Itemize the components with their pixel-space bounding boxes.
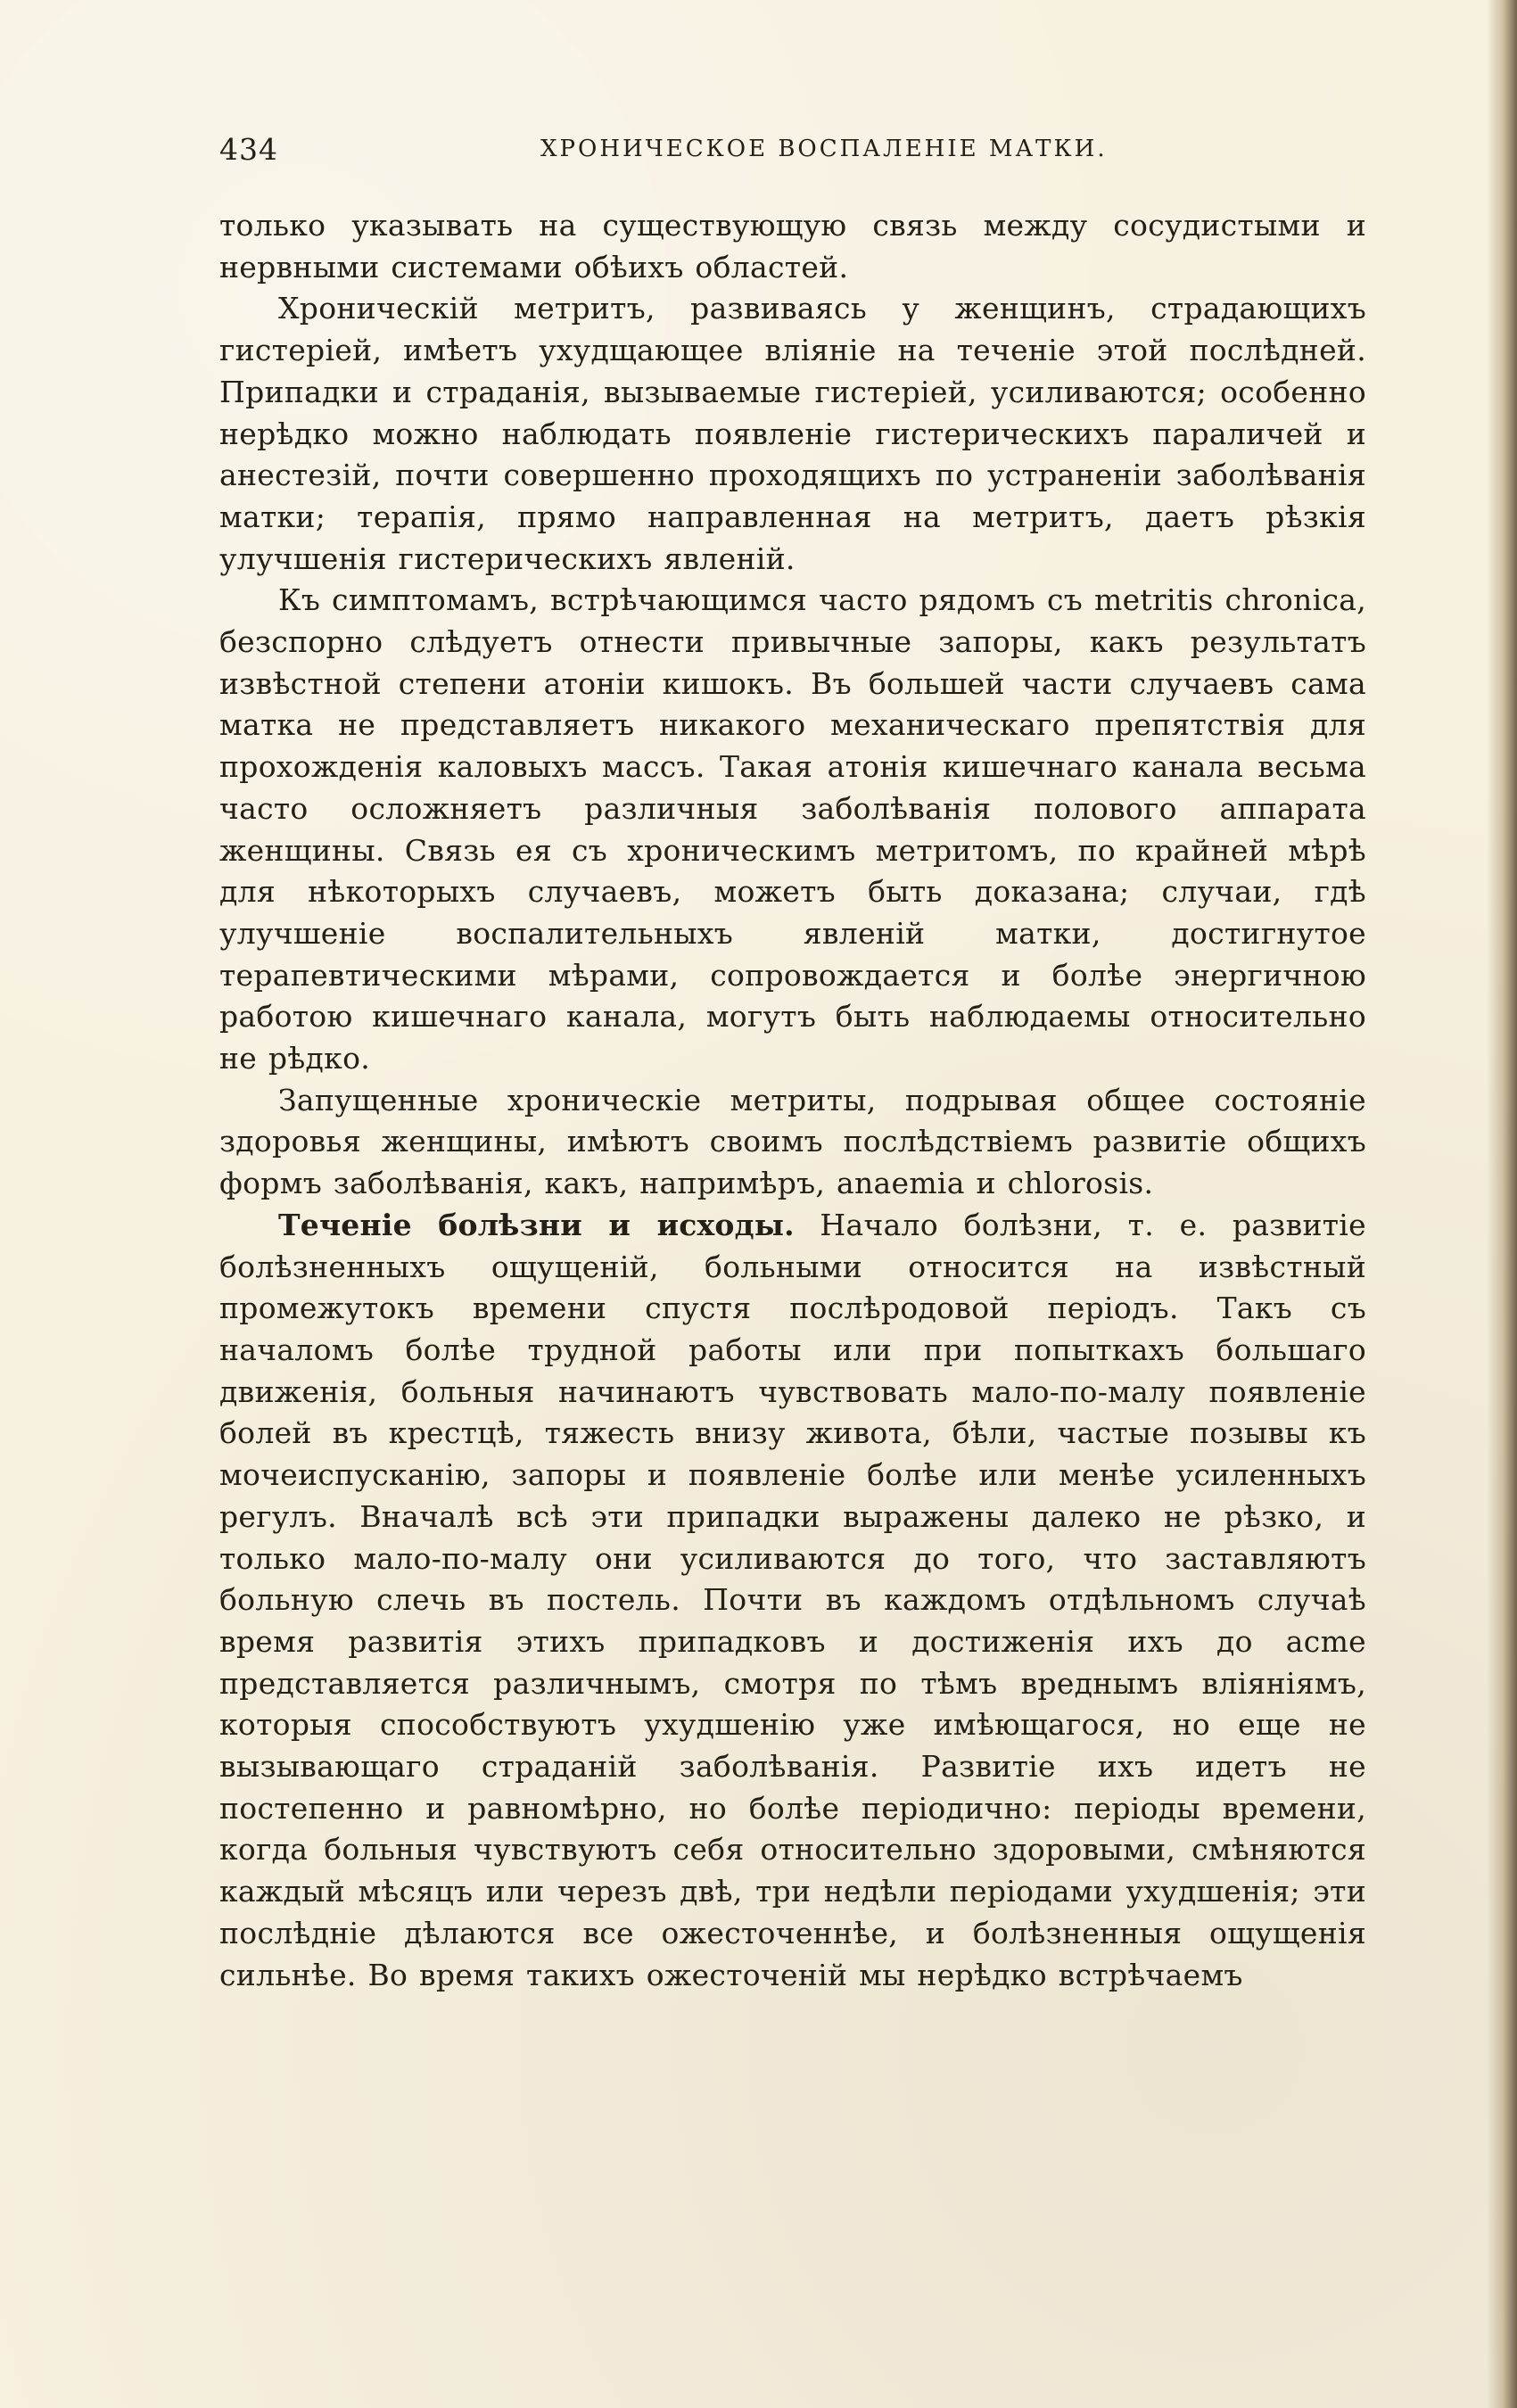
paragraph-neglected-metritis: Запущенные хроническіе метриты, подрывая общее состояніе здоровья женщины, имѣютъ своимъ послѣдствіемъ развитіе общихъ формъ заболѣванія, какъ, напримѣръ, anaemia и chlorosis. <box>219 1082 1366 1201</box>
page-number: 434 <box>219 132 278 167</box>
paragraph-course-of-disease <box>219 1205 1366 1996</box>
paragraph-hysteria: Хроническій метритъ, развиваясь у женщинъ, страдающихъ гистеріей, имѣетъ ухудщающее вліяніе на теченіе этой послѣдней. Припадки и страданія, вызываемые гистеріей, усиливаются; особенно нерѣдко можно наблюдать появленіе гистерическихъ параличей и анестезій, почти совершенно проходящихъ по устраненіи заболѣванія матки; терапія, прямо направленная на метритъ, даетъ рѣзкія улучшенія гистерическихъ явленій. <box>219 291 1366 576</box>
paragraph-continuation: только указывать на существующую связь между сосудистыми и нервными системами обѣихъ областей. <box>219 208 1366 285</box>
main-text <box>219 205 1366 1996</box>
page-header <box>219 132 1366 171</box>
course-of-disease-text: Начало болѣзни, т. е. развитіе болѣзненныхъ ощущеній, больными относится на извѣстный промежутокъ времени спустя послѣродовой періодъ. Такъ съ началомъ болѣе трудной работы или при попыткахъ большаго движенія, больныя начинаютъ чувствовать мало-по-малу появленіе болей въ крестцѣ, тяжесть внизу живота, бѣли, частые позывы къ мочеиспусканію, запоры и появленіе болѣе или менѣе усиленныхъ регулъ. Вначалѣ всѣ эти припадки выражены далеко не рѣзко, и только мало-по-малу они усиливаются до того, что заставляютъ больную слечь въ постель. Почти въ каждомъ отдѣльномъ случаѣ время развитія этихъ припадковъ и достиженія ихъ до acme представляется различнымъ, смотря по тѣмъ вреднымъ вліяніямъ, которыя способствуютъ ухудшенію уже имѣющагося, но еще не вызывающаго страданій заболѣванія. Развитіе ихъ идетъ не постепенно и равномѣрно, но болѣе періодично: періоды времени, когда больныя чувствуютъ себя относительно здоровыми, смѣняются каждый мѣсяцъ или черезъ двѣ, три недѣли періодами ухудшенія; эти послѣдніе дѣлаются все ожесточеннѣе, и болѣзненныя ощущенія сильнѣе. Во время такихъ ожесточеній мы нерѣдко встрѣчаемъ <box>219 1207 1366 1992</box>
section-heading: Теченіе болѣзни и исходы. <box>278 1207 795 1242</box>
page-edge-shadow <box>1487 0 1517 2408</box>
running-title: ХРОНИЧЕСКОЕ ВОСПАЛЕНІЕ МАТКИ. <box>540 136 1108 162</box>
paragraph-constipation: Къ симптомамъ, встрѣчающимся часто рядомъ съ metritis chronica, безспорно слѣдуетъ отнести привычные запоры, какъ результатъ извѣстной степени атоніи кишокъ. Въ большей части случаевъ сама матка не представляетъ никакого механическаго препятствія для прохожденія каловыхъ массъ. Такая атонія кишечнаго канала весьма часто осложняетъ различныя заболѣванія полового аппарата женщины. Связь ея съ хроническимъ метритомъ, по крайней мѣрѣ для нѣкоторыхъ случаевъ, можетъ быть доказана; случаи, гдѣ улучшеніе воспалительныхъ явленій матки, достигнутое терапевтическими мѣрами, сопровождается и болѣе энергичною работою кишечнаго канала, могутъ быть наблюдаемы относительно не рѣдко. <box>219 582 1366 1076</box>
